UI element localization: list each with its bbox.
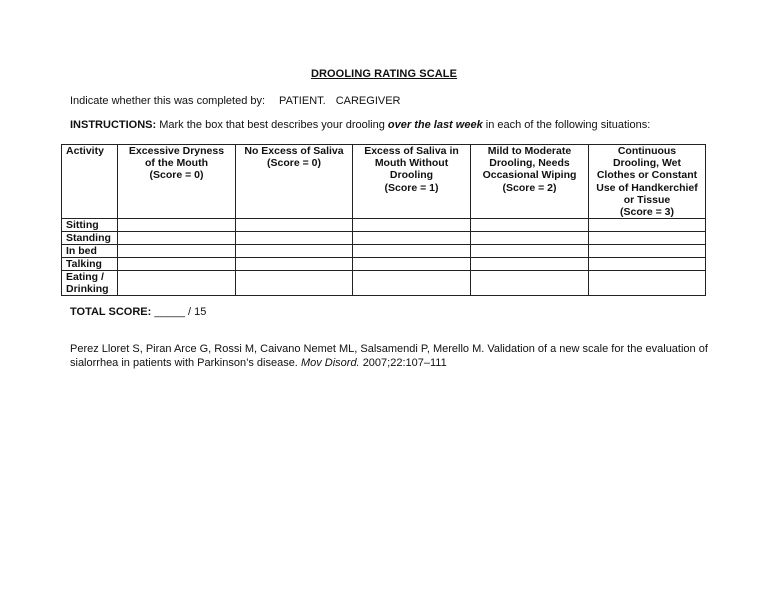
- row-label-sitting: Sitting: [62, 219, 118, 232]
- instructions-lead: INSTRUCTIONS:: [70, 119, 157, 131]
- table-row-sitting: [62, 219, 706, 232]
- header-line: of the Mouth: [145, 157, 208, 170]
- row-label-standing: Standing: [62, 232, 118, 245]
- table-header-row: [62, 145, 706, 219]
- column-header-activity: [62, 145, 118, 219]
- checkbox-cell[interactable]: [118, 258, 236, 271]
- column-header-excessive-dryness: [118, 145, 236, 219]
- checkbox-cell[interactable]: [353, 245, 471, 258]
- citation-details: 2007;22:107–111: [362, 356, 447, 369]
- form-title: DROOLING RATING SCALE: [310, 68, 458, 80]
- instructions-text-after: in each of the following situations:: [485, 119, 651, 131]
- checkbox-cell[interactable]: [471, 232, 589, 245]
- checkbox-cell[interactable]: [236, 219, 353, 232]
- header-line: Drooling: [389, 169, 434, 182]
- checkbox-cell[interactable]: [236, 271, 353, 296]
- table-row-eating-drinking: [62, 271, 706, 296]
- header-line: (Score = 2): [502, 181, 557, 194]
- table-row-in-bed: [62, 245, 706, 258]
- checkbox-cell[interactable]: [353, 232, 471, 245]
- table-row-talking: [62, 258, 706, 271]
- column-header-mild-moderate: [471, 145, 589, 219]
- completed-by-line: [70, 95, 401, 107]
- header-line: Mild to Moderate: [487, 145, 572, 157]
- citation-journal: Mov Disord.: [300, 356, 360, 369]
- instructions-emphasis: over the last week: [387, 119, 483, 131]
- row-label-talking: Talking: [62, 258, 118, 271]
- checkbox-cell[interactable]: [589, 245, 706, 258]
- citation-authors-title: Perez Lloret S, Piran Arce G, Rossi M, Caivano Nemet ML, Salsamendi P, Merello M. Validation of a new scale for the evaluation of sialorrhea in patients with Parkinson’s disease.: [70, 343, 708, 369]
- header-line: (Score = 0): [149, 169, 204, 182]
- checkbox-cell[interactable]: [353, 271, 471, 296]
- checkbox-cell[interactable]: [353, 219, 471, 232]
- header-line: or Tissue: [623, 193, 671, 206]
- header-line: Drooling, Needs: [489, 157, 570, 170]
- checkbox-cell[interactable]: [589, 258, 706, 271]
- checkbox-cell[interactable]: [589, 271, 706, 296]
- header-line: Excessive Dryness: [128, 145, 225, 157]
- checkbox-cell[interactable]: [471, 245, 589, 258]
- checkbox-cell[interactable]: [589, 219, 706, 232]
- header-line: No Excess of Saliva: [244, 145, 344, 157]
- drooling-scale-table: [61, 144, 706, 296]
- checkbox-cell[interactable]: [589, 232, 706, 245]
- total-score-blank[interactable]: _____: [154, 306, 185, 318]
- header-line: Occasional Wiping: [482, 169, 577, 182]
- header-line: Use of Handkerchief: [596, 181, 698, 194]
- column-header-no-excess: [236, 145, 353, 219]
- checkbox-cell[interactable]: [236, 232, 353, 245]
- instructions-text-before: Mark the box that best describes your drooling: [159, 119, 385, 131]
- column-header-excess-without-drooling: [353, 145, 471, 219]
- header-line: Activity: [66, 145, 104, 157]
- checkbox-cell[interactable]: [471, 258, 589, 271]
- header-line: (Score = 3): [620, 206, 674, 219]
- column-header-continuous: [589, 145, 706, 219]
- completed-by-label: Indicate whether this was completed by:: [70, 95, 266, 107]
- header-line: (Score = 1): [384, 181, 439, 194]
- checkbox-cell[interactable]: [236, 258, 353, 271]
- citation: [70, 343, 710, 370]
- header-line: Excess of Saliva in: [364, 145, 459, 157]
- header-line: Mouth Without: [374, 157, 449, 170]
- row-label-line: Eating /: [66, 271, 104, 284]
- row-label-in-bed: In bed: [62, 245, 118, 258]
- header-line: (Score = 0): [267, 157, 321, 170]
- checkbox-cell[interactable]: [118, 245, 236, 258]
- header-line: Continuous: [617, 145, 677, 157]
- row-label-line: Drinking: [66, 283, 109, 296]
- total-score-label: TOTAL SCORE:: [70, 306, 152, 318]
- header-line: Drooling, Wet: [612, 157, 682, 170]
- checkbox-cell[interactable]: [118, 271, 236, 296]
- row-label-eating-drinking: [62, 271, 118, 296]
- option-patient[interactable]: PATIENT.: [279, 95, 326, 107]
- checkbox-cell[interactable]: [118, 219, 236, 232]
- checkbox-cell[interactable]: [118, 232, 236, 245]
- checkbox-cell[interactable]: [353, 258, 471, 271]
- checkbox-cell[interactable]: [471, 271, 589, 296]
- checkbox-cell[interactable]: [471, 219, 589, 232]
- option-caregiver[interactable]: CAREGIVER: [335, 95, 401, 107]
- instructions: [70, 119, 650, 131]
- header-line: Clothes or Constant: [596, 169, 698, 182]
- total-score-max: / 15: [188, 306, 207, 318]
- checkbox-cell[interactable]: [236, 245, 353, 258]
- total-score-line: [70, 306, 206, 318]
- table-row-standing: [62, 232, 706, 245]
